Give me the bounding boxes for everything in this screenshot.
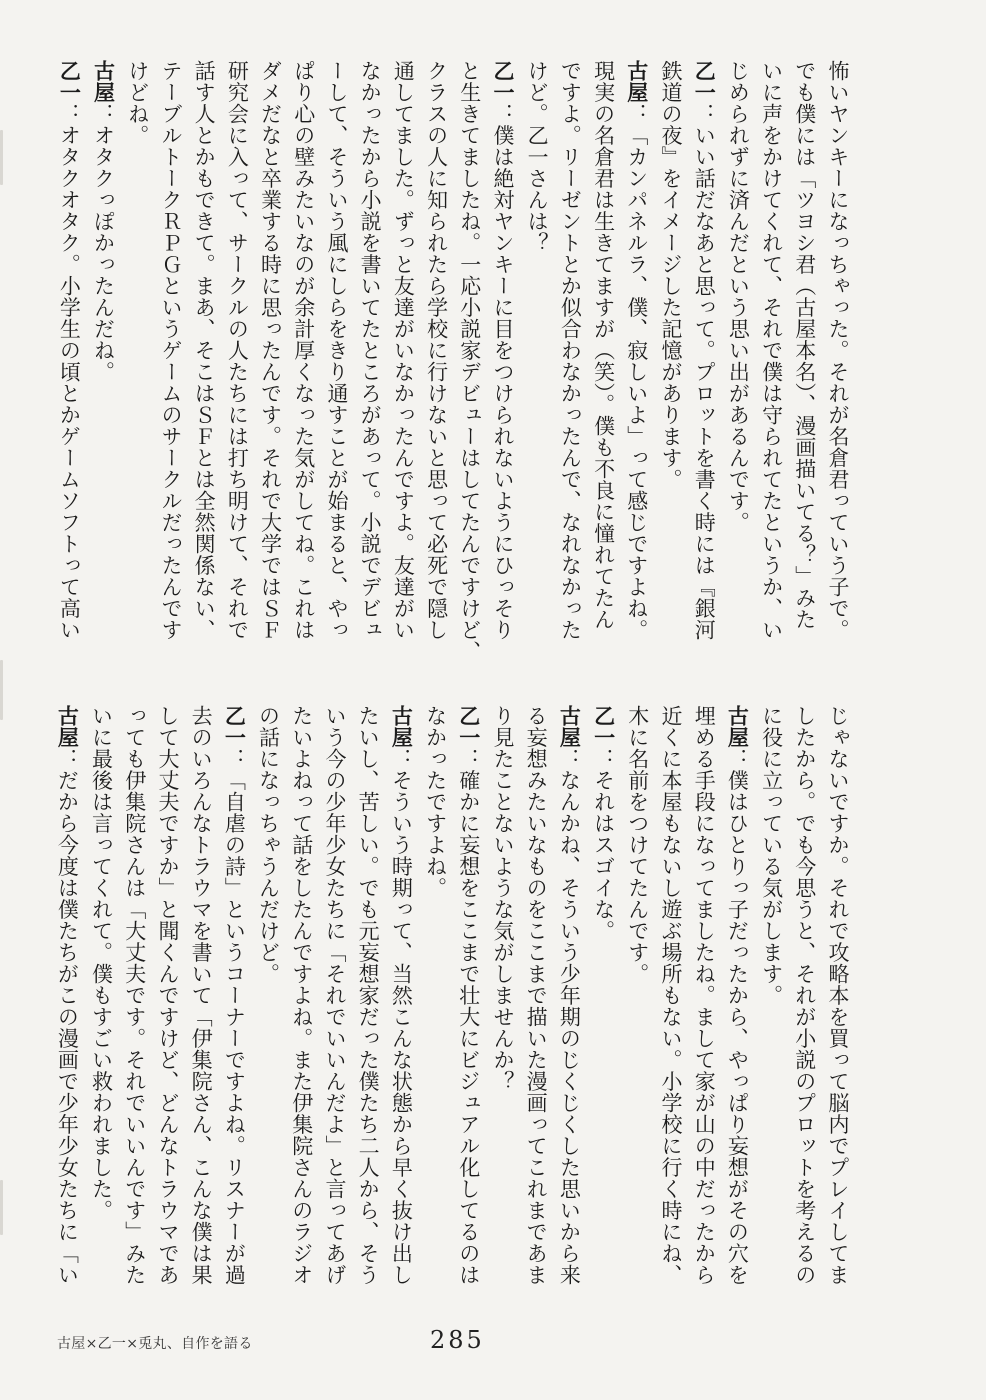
text-line: [620, 60, 654, 690]
line-text: ：確かに妄想をここまで壮大にビジュアル化してるのは: [456, 748, 481, 1286]
text-line: [687, 60, 721, 690]
text-line: [453, 60, 486, 690]
line-text: なかったですよね。: [423, 705, 448, 899]
text-line: [654, 705, 687, 1287]
line-text: 木に名前をつけてたんです。: [625, 705, 650, 985]
text-line: [187, 60, 220, 690]
text-line: [220, 60, 253, 690]
line-text: ：僕はひとりっ子だったから、やっぱり妄想がその穴を: [725, 748, 750, 1286]
line-text: 研究会に入って、サークルの人たちには打ち明けて、それで: [225, 60, 250, 641]
line-text: 鉄道の夜』をイメージした記憶があります。: [658, 60, 683, 490]
line-text: に役に立っている気がします。: [759, 705, 784, 1006]
upper-text-block: [58, 60, 854, 690]
text-line: [654, 60, 687, 690]
text-line: [419, 60, 452, 690]
text-line: [384, 705, 418, 1287]
line-text: けど。乙一さんは？: [525, 60, 550, 254]
speaker-name: 古屋: [91, 60, 117, 103]
line-text: ：僕は絶対ヤンキーに目をつけられないようにひっそり: [490, 103, 515, 641]
line-text: なかったから小説を書いてたところがあって。小説でデビュ: [358, 60, 383, 641]
speaker-name: 乙一: [692, 60, 718, 103]
line-text: たいよねって話をしたんですよね。また伊集院さんのラジオ: [289, 705, 314, 1286]
speaker-name: 乙一: [222, 705, 248, 748]
line-text: 通してました。ずっと友達がいなかったんですよ。友達がい: [391, 60, 416, 641]
text-line: [285, 705, 318, 1287]
text-line: [486, 705, 519, 1287]
text-line: [318, 705, 351, 1287]
line-text: ：だから今度は僕たちがこの漫画で少年少女たちに「い: [55, 748, 80, 1286]
running-title: 古屋×乙一×兎丸、自作を語る: [57, 1336, 253, 1352]
line-text: たいし、苦しい。でも元妄想家だった僕たち二人から、そう: [356, 705, 381, 1286]
text-line: [386, 60, 419, 690]
text-line: [151, 705, 184, 1287]
text-line: [788, 60, 821, 690]
line-text: じゃないですか。それで攻略本を買って脳内でプレイしてま: [826, 705, 850, 1286]
text-line: [788, 705, 821, 1287]
text-line: [486, 60, 520, 690]
line-text: けどね。: [125, 60, 150, 146]
line-text: る妄想みたいなものをここまで描いた漫画ってこれまであま: [524, 705, 549, 1286]
line-text: して大丈夫ですか」と聞くんですけど、どんなトラウマであ: [155, 705, 180, 1286]
speaker-name: 古屋: [389, 705, 415, 748]
text-line: [118, 705, 151, 1287]
text-line: [552, 705, 586, 1287]
text-line: [251, 705, 284, 1287]
speaker-name: 古屋: [55, 705, 81, 748]
text-line: [721, 60, 754, 690]
text-line: [52, 60, 86, 690]
text-line: [320, 60, 353, 690]
text-line: [50, 705, 84, 1287]
lower-text-block: [55, 705, 854, 1287]
line-text: じめられずに済んだという思い出があるんです。: [726, 60, 751, 533]
text-line: [418, 705, 451, 1287]
text-line: [821, 60, 854, 690]
speaker-name: 乙一: [456, 705, 482, 748]
line-text: ーして、そういう風にしらをきり通すことが始まると、やっ: [324, 60, 349, 641]
line-text: クラスの人に知られたら学校に行けないと思って必死で隠し: [424, 60, 449, 641]
line-text: ：オタクっぽかったんだね。: [91, 103, 116, 383]
text-line: [217, 705, 251, 1287]
line-text: ですよ。リーゼントとか似合わなかったんで、なれなかった: [558, 60, 583, 641]
text-line: [520, 60, 553, 690]
speaker-name: 古屋: [725, 705, 751, 748]
line-text: ：なんかね、そういう少年期のじくじくした思いから来: [557, 748, 582, 1286]
line-text: の話になっちゃうんだけど。: [256, 705, 281, 985]
line-text: り見たことないような気がしませんか？: [490, 705, 515, 1092]
text-line: [154, 60, 187, 690]
line-text: ダメだなと卒業する時に思ったんです。それで大学ではＳＦ: [258, 60, 283, 641]
text-line: [687, 705, 720, 1287]
line-text: 近くに本屋もないし遊ぶ場所もない。小学校に行く時にね、: [658, 705, 683, 1286]
line-text: 怖いヤンキーになっちゃった。それが名倉君っていう子で。: [826, 60, 850, 641]
line-text: ：いい話だなあと思って。プロットを書く時には『銀河: [692, 103, 717, 641]
binding-mark: [0, 1180, 3, 1235]
line-text: テーブルトークＲＰＧというゲームのサークルだったんです: [158, 60, 183, 641]
text-line: [351, 705, 384, 1287]
line-text: いに声をかけてくれて、それで僕は守られてたというか、い: [759, 60, 784, 641]
text-line: [287, 60, 320, 690]
text-line: [754, 705, 787, 1287]
line-text: ：「カンパネルラ、僕、寂しいよ」って感じですよね。: [624, 103, 649, 641]
text-line: [586, 60, 619, 690]
line-text: いう今の少年少女たちに「それでいいんだよ」と言ってあげ: [322, 705, 347, 1286]
text-line: [86, 60, 120, 690]
line-text: ：オタクオタク。小学生の頃とかゲームソフトって高い: [57, 103, 82, 641]
line-text: と生きてましたね。一応小説家デビューはしてたんですけど、: [457, 60, 482, 662]
text-line: [184, 705, 217, 1287]
line-text: っても伊集院さんは「大丈夫です。それでいいんです」みた: [122, 705, 147, 1286]
binding-mark: [0, 130, 3, 185]
speaker-name: 乙一: [591, 705, 617, 748]
line-text: いに最後は言ってくれて。僕もすごい救われました。: [89, 705, 114, 1221]
line-text: ：そういう時期って、当然こんな状態から早く抜け出し: [389, 748, 414, 1286]
line-text: 埋める手段になってましたね。まして家が山の中だったから: [692, 705, 717, 1286]
text-line: [553, 60, 586, 690]
speaker-name: 古屋: [624, 60, 650, 103]
line-text: 現実の名倉君は生きてますが（笑）。僕も不良に憧れてたん: [591, 60, 616, 630]
line-text: ：それはスゴイな。: [591, 748, 616, 942]
text-line: [586, 705, 620, 1287]
text-line: [621, 705, 654, 1287]
line-text: 去のいろんなトラウマを書いて「伊集院さん、こんな僕は果: [189, 705, 214, 1286]
speaker-name: 古屋: [557, 705, 583, 748]
text-line: [519, 705, 552, 1287]
text-line: [452, 705, 486, 1287]
text-line: [353, 60, 386, 690]
line-text: ぱり心の壁みたいなのが余計厚くなった気がしてね。これは: [291, 60, 316, 641]
text-line: [121, 60, 154, 690]
speaker-name: 乙一: [490, 60, 516, 103]
speaker-name: 乙一: [57, 60, 83, 103]
page-number: 285: [430, 1326, 485, 1354]
text-line: [754, 60, 787, 690]
line-text: したから。でも今思うと、それが小説のプロットを考えるの: [792, 705, 817, 1286]
text-line: [821, 705, 854, 1287]
text-line: [720, 705, 754, 1287]
line-text: でも僕には「ツヨシ君（古屋本名）、漫画描いてる？」みた: [792, 60, 817, 630]
binding-mark: [0, 660, 3, 720]
line-text: ：「自虐の詩」というコーナーですよね。リスナーが過: [222, 748, 247, 1286]
line-text: 話す人とかもできて。まあ、そこはＳＦとは全然関係ない、: [192, 60, 217, 641]
text-line: [84, 705, 117, 1287]
text-line: [253, 60, 286, 690]
